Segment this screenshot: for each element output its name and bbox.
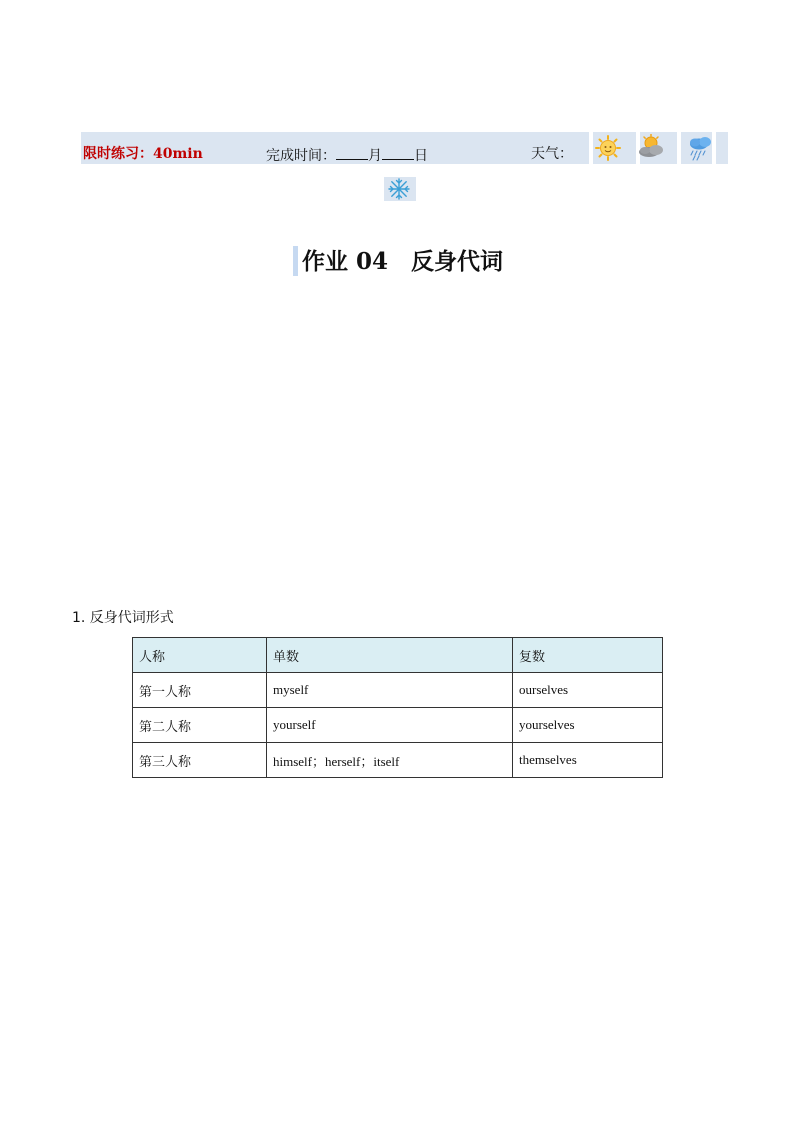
table-cell: myself xyxy=(267,673,513,708)
column-header: 人称 xyxy=(133,638,267,673)
partly-cloudy-icon[interactable] xyxy=(636,134,666,160)
table-cell: ourselves xyxy=(513,673,663,708)
page-title: 作业 04 反身代词 xyxy=(302,248,504,275)
column-header: 单数 xyxy=(267,638,513,673)
table-cell: 第三人称 xyxy=(133,743,267,778)
timer-label: 限时练习：40min xyxy=(83,146,203,162)
snowflake-icon[interactable] xyxy=(388,178,410,200)
table-row xyxy=(133,743,663,778)
section-heading: 1. 反身代词形式 xyxy=(72,610,174,626)
column-header: 复数 xyxy=(513,638,663,673)
reflexive-pronoun-table xyxy=(132,637,663,778)
month-blank[interactable] xyxy=(336,145,368,160)
band-gap xyxy=(677,132,681,164)
completion-date xyxy=(266,145,428,165)
table-cell: 第一人称 xyxy=(133,673,267,708)
table-cell: themselves xyxy=(513,743,663,778)
rain-cloud-icon[interactable] xyxy=(686,134,714,162)
title-marker xyxy=(293,246,298,276)
date-prefix: 完成时间： xyxy=(266,148,336,164)
table-row xyxy=(133,673,663,708)
day-label: 日 xyxy=(414,148,428,164)
weather-label: 天气： xyxy=(531,146,573,162)
table-cell: 第二人称 xyxy=(133,708,267,743)
table-cell: himself；herself；itself xyxy=(267,743,513,778)
table-row xyxy=(133,708,663,743)
sunny-icon[interactable] xyxy=(595,135,621,161)
band-gap xyxy=(589,132,593,164)
day-blank[interactable] xyxy=(382,145,414,160)
table-cell: yourself xyxy=(267,708,513,743)
table-header-row xyxy=(133,638,663,673)
table-cell: yourselves xyxy=(513,708,663,743)
month-label: 月 xyxy=(368,148,382,164)
